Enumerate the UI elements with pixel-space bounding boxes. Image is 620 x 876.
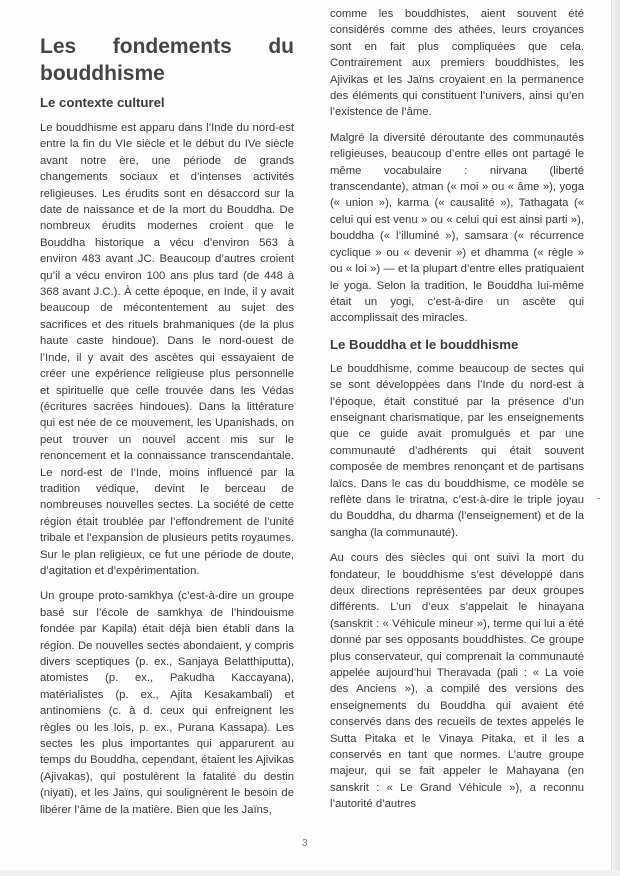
scan-artifact: [6, 440, 28, 480]
paragraph: Le bouddhisme est apparu dans l’Inde du nord-est entre la fin du VIe siècle et le début du IVe siècle avant notre ère, une période de grands changements sociaux et d’intenses activités religieuses. Les érudits sont en désaccord sur la date de naissance et de la mort du Bouddha. De nombreux érudits modernes croient que le Bouddha historique a vécu d’environ 563 à environ 483 avant JC. Beaucoup d’autres croient qu’il a vécu environ 100 ans plus tard (de 448 à 368 avant J.C.). À cette époque, en Inde, il y avait beaucoup de mécontentement au sujet des sacrifices et des rituels brahmaniques (de la plus haute caste hindoue). Dans le nord-ouest de l’Inde, il y avait des ascètes qui essayaient de créer une expérience religieuse plus personnelle et spirituelle que celle trouvée dans les Védas (écritures sacrées hindoues). Dans la littérature qui est née de ce mouvement, les Upanishads, on peut trouver un nouvel accent mis sur le renoncement et la connaissance transcendantale. Le nord-est de l’Inde, moins influencé par la tradition védique, devint le berceau de nombreuses nouvelles sectes. La société de cette région était troublée par l’effondrement de l’unité tribale et l’expansion de plusieurs petits royaumes. Sur le plan religieux, ce fut une période de doute, d’agitation et d’expérimentation.: [40, 122, 294, 577]
paragraph: Au cours des siècles qui ont suivi la mort du fondateur, le bouddhisme s’est développé dans deux directions représentées par deux groupes différents. L’un d’eux s’appelait le hinayana (sanskrit : « Véhicule mineur »), terme qui lui a été donné par ses opposants bouddhistes. Ce groupe plus conservateur, qui comprenait la communauté appelée aujourd’hui Theravada (pali : « La voie des Anciens »), a compilé des versions des enseignements du Bouddha qui avaient été conservés dans des recueils de textes appelés le Sutta Pitaka et le Vinaya Pitaka, et il les a conservés en tant que normes. L’autre groupe majeur, qui se fait appeler le Mahayana (en sanskrit : « Le Grand Véhicule »), a reconnu l’autorité d’autres: [330, 552, 584, 811]
paragraph: comme les bouddhistes, aient souvent été considérés comme des athées, leurs croyances sont en fait plus compliquées que cela. Contrairement aux premiers bouddhistes, les Ajivikas et les Jaïns croyaient en la permanence des éléments qui constituent l’univers, ainsi qu’en l’existence de l’âme.: [330, 8, 584, 119]
page-title: Les fondements du bouddhisme: [40, 35, 294, 85]
paragraph: Un groupe proto-samkhya (c’est-à-dire un groupe basé sur l’école de samkhya de l’hindouisme fondée par Kapila) était déjà bien établi dans la région. De nouvelles sectes abondaient, y compris divers sceptiques (p. ex., Sanjaya Belatthiputta), atomistes (p. ex., Pakudha Kaccayana), matérialistes (p. ex., Ajita Kesakambali) et antinomiens (c. à d. ceux qui enfreignent les règles ou les lois, p. ex., Purana Kassapa). Les sectes les plus importantes qui apparurent au temps du Bouddha, cependant, étaient les Ajivikas (Ajivakas), qui postulèrent la fatalité du destin (niyati), et les Jaïns, qui soulignèrent le besoin de libérer l’âme de la matière. Bien que les Jaïns,: [40, 590, 294, 816]
right-column: [330, 6, 584, 822]
paragraph: Le bouddhisme, comme beaucoup de sectes qui se sont développées dans l’Inde du nord-est à l’époque, était constitué par la présence d’un enseignant charismatique, par les enseignements que ce guide avait promulgués et par une communauté d’adhérents qui était souvent composée de membres renonçant et de partisans laïcs. Dans le cas du bouddhisme, ce modèle se reflète dans le triratna, c’est-à-dire le triple joyau du Bouddha, du dharma (l’enseignement) et de la sangha (la communauté).: [330, 362, 584, 539]
left-column: [40, 33, 294, 827]
page-number: 3: [302, 838, 308, 849]
section-heading-contexte-culturel: Le contexte culturel: [40, 95, 165, 110]
paragraph: Malgré la diversité déroutante des communautés religieuses, beaucoup d’entre elles ont partagé le même vocabulaire : nirvana (liberté transcendante), atman (« moi » ou « âme »), yoga (« union »), karma (« causalité »), Tathagata (« celui qui est venu » ou « celui qui est ainsi parti »), bouddha (« l’illuminé »), samsara (« récurrence cyclique » ou « devenir ») et dhamma (« règle » ou « loi ») — et la plupart d’entre elles pratiquaient le yoga. Selon la tradition, le Bouddha lui-même était un yogi, c’est-à-dire un ascète qui accomplissait des miracles.: [330, 131, 584, 325]
page-bottom-edge: [0, 870, 620, 876]
section-heading-bouddha-et-bouddhisme: Le Bouddha et le bouddhisme: [330, 336, 519, 352]
scan-mark: [597, 498, 600, 499]
page-edge-shadow: [611, 0, 620, 876]
